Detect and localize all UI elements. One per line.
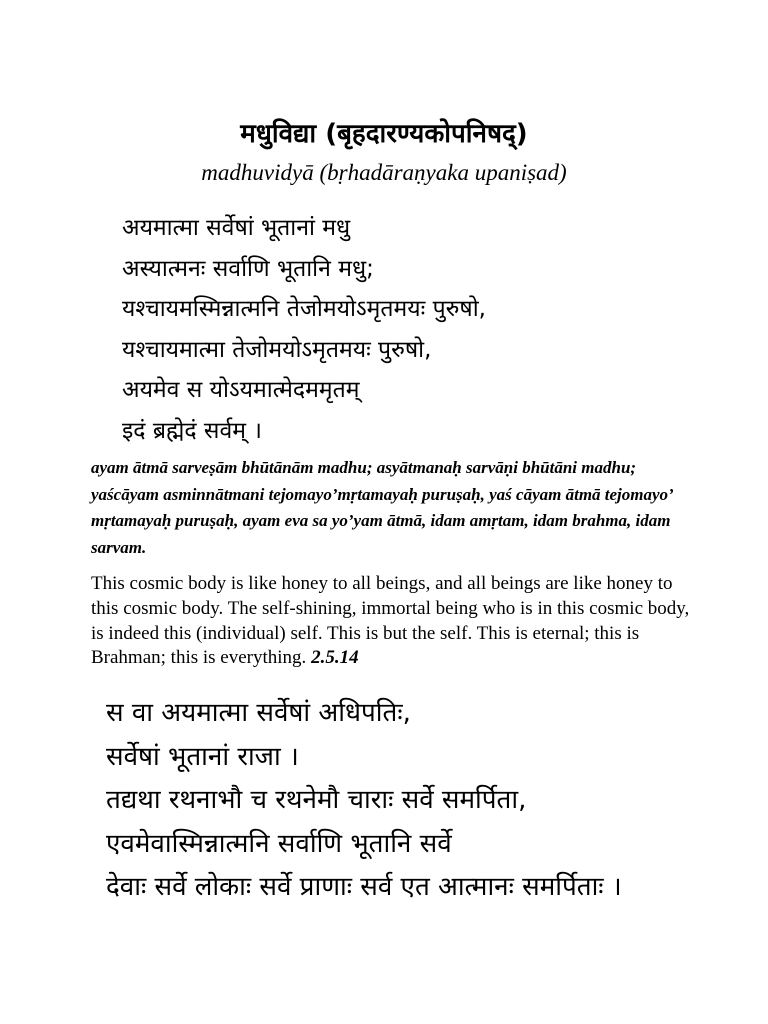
verse-line: स वा अयमात्मा सर्वेषां अधिपतिः, (106, 698, 411, 728)
verse-line: अयमात्मा सर्वेषां भूतानां मधु (122, 215, 351, 241)
sanskrit-verse-2 (106, 692, 746, 910)
transliteration-paragraph: ayam ātmā sarveṣām bhūtānām madhu; asyātmanaḥ sarvāṇi bhūtāni madhu; yaścāyam asminnātmani tejomayo’mṛtamayaḥ puruṣaḥ, yaś cāyam ātmā tejomayo’ mṛtamayaḥ puruṣaḥ, ayam eva sa yo’yam ātmā, idam amṛtam, idam brahma, idam sarvam. (91, 458, 673, 557)
verse-line: अस्यात्मनः सर्वाणि भूतानि मधु; (122, 255, 374, 282)
verse-line: एवमेवास्मिन्नात्मनि सर्वाणि भूतानि सर्वे (106, 828, 452, 859)
sanskrit-verse-1 (122, 208, 742, 451)
verse-line: अयमेव स योऽयमात्मेदममृतम् (122, 377, 360, 403)
page-title: मधुविद्या (बृहदारण्यकोपनिषद्) (240, 119, 528, 149)
verse-line: तद्यथा रथनाभौ च रथनेमौ चाराः सर्वे समर्पिता, (106, 785, 527, 815)
verse-line: यश्चायमात्मा तेजोमयोऽमृतमयः पुरुषो, (122, 336, 432, 363)
verse-line: यश्चायमस्मिन्नात्मनि तेजोमयोऽमृतमयः पुरुषो, (122, 296, 486, 322)
verse-reference: 2.5.14 (311, 647, 359, 669)
verse-line: देवाः सर्वे लोकाः सर्वे प्राणाः सर्व एत आत्मानः समर्पिताः । (106, 872, 622, 902)
translation-paragraph (91, 572, 691, 671)
translation-text: This cosmic body is like honey to all beings, and all beings are like honey to this cosmic body. The self-shining, immortal being who is in this cosmic body, is indeed this (individual) self. This is but the self. This is eternal; this is Brahman; this is everything. (91, 573, 690, 669)
page-subtitle-transliterated: madhuvidyā (bṛhadāraṇyaka upaniṣad) (201, 160, 567, 185)
verse-line: सर्वेषां भूतानां राजा । (106, 741, 299, 772)
verse-line: इदं ब्रह्मेदं सर्वम् । (122, 417, 263, 444)
